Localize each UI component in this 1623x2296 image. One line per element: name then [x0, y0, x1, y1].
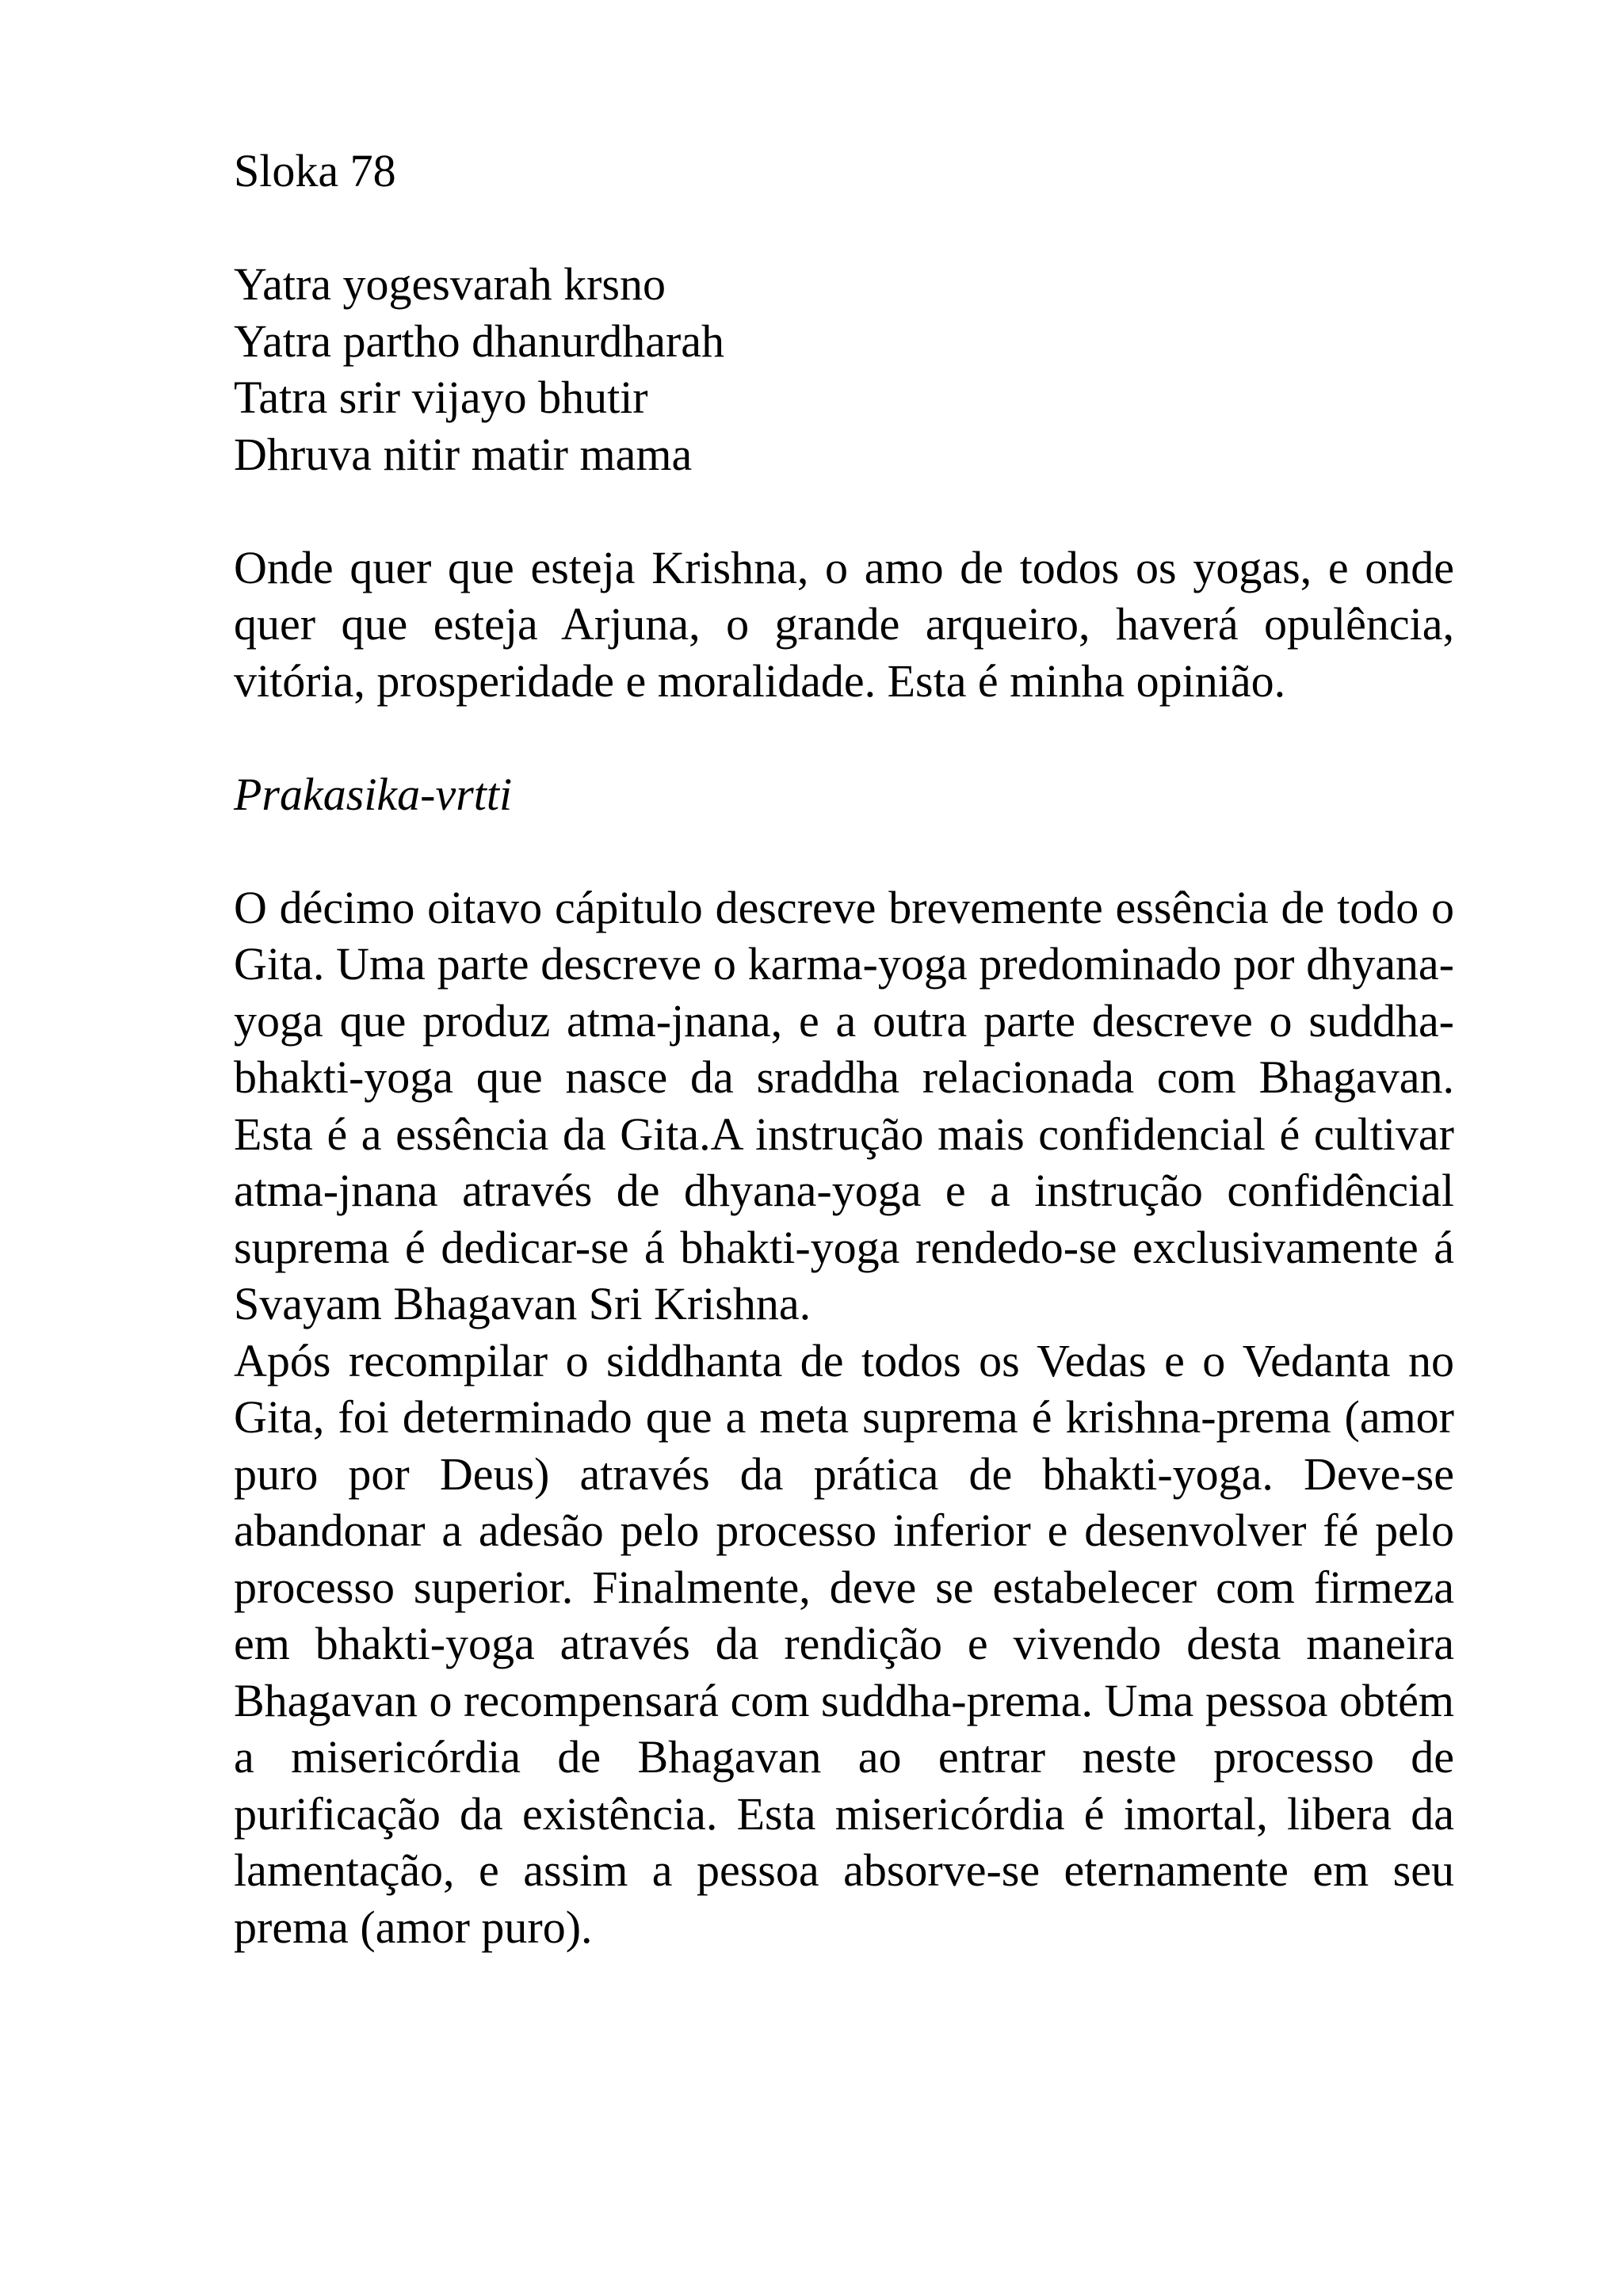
verse-line: Tatra srir vijayo bhutir: [234, 372, 648, 423]
verse-line: Yatra yogesvarah krsno: [234, 258, 666, 310]
sloka-heading: Sloka 78: [234, 145, 396, 196]
sanskrit-verse: [234, 256, 1454, 482]
commentary-paragraph: O décimo oitavo cápitulo descreve brevemente essência de todo o Gita. Uma parte descreve o karma-yoga predominado por dhyana-yoga que produz atma-jnana, e a outra parte descreve o suddha-bhakti-yoga que nasce da sraddha relacionada com Bhagavan. Esta é a essência da Gita.A instrução mais confidencial é cultivar atma-jnana através de dhyana-yoga e a instrução confidêncial suprema é dedicar-se á bhakti-yoga rendedo-se exclusivamente á Svayam Bhagavan Sri Krishna.: [234, 881, 1454, 1329]
verse-line: Yatra partho dhanurdharah: [234, 315, 725, 367]
verse-line: Dhruva nitir matir mama: [234, 428, 693, 480]
document-page: [234, 143, 1454, 1955]
commentary-paragraph: Após recompilar o siddhanta de todos os Vedas e o Vedanta no Gita, foi determinado que a meta suprema é krishna-prema (amor puro por Deus) através da prática de bhakti-yoga. Deve-se abandonar a adesão pelo processo inferior e desenvolver fé pelo processo superior. Finalmente, deve se estabelecer com firmeza em bhakti-yoga através da rendição e vivendo desta maneira Bhagavan o recompensará com suddha-prema. Uma pessoa obtém a misericórdia de Bhagavan ao entrar neste processo de purificação da existência. Esta misericórdia é imortal, libera da lamentação, e assim a pessoa absorve-se eternamente em seu prema (amor puro).: [234, 1334, 1454, 1953]
translation-paragraph: Onde quer que esteja Krishna, o amo de todos os yogas, e onde quer que esteja Arjuna, o grande arqueiro, haverá opulência, vitória, prosperidade e moralidade. Esta é minha opinião.: [234, 541, 1454, 707]
commentary-title: Prakasika-vrtti: [234, 768, 513, 820]
